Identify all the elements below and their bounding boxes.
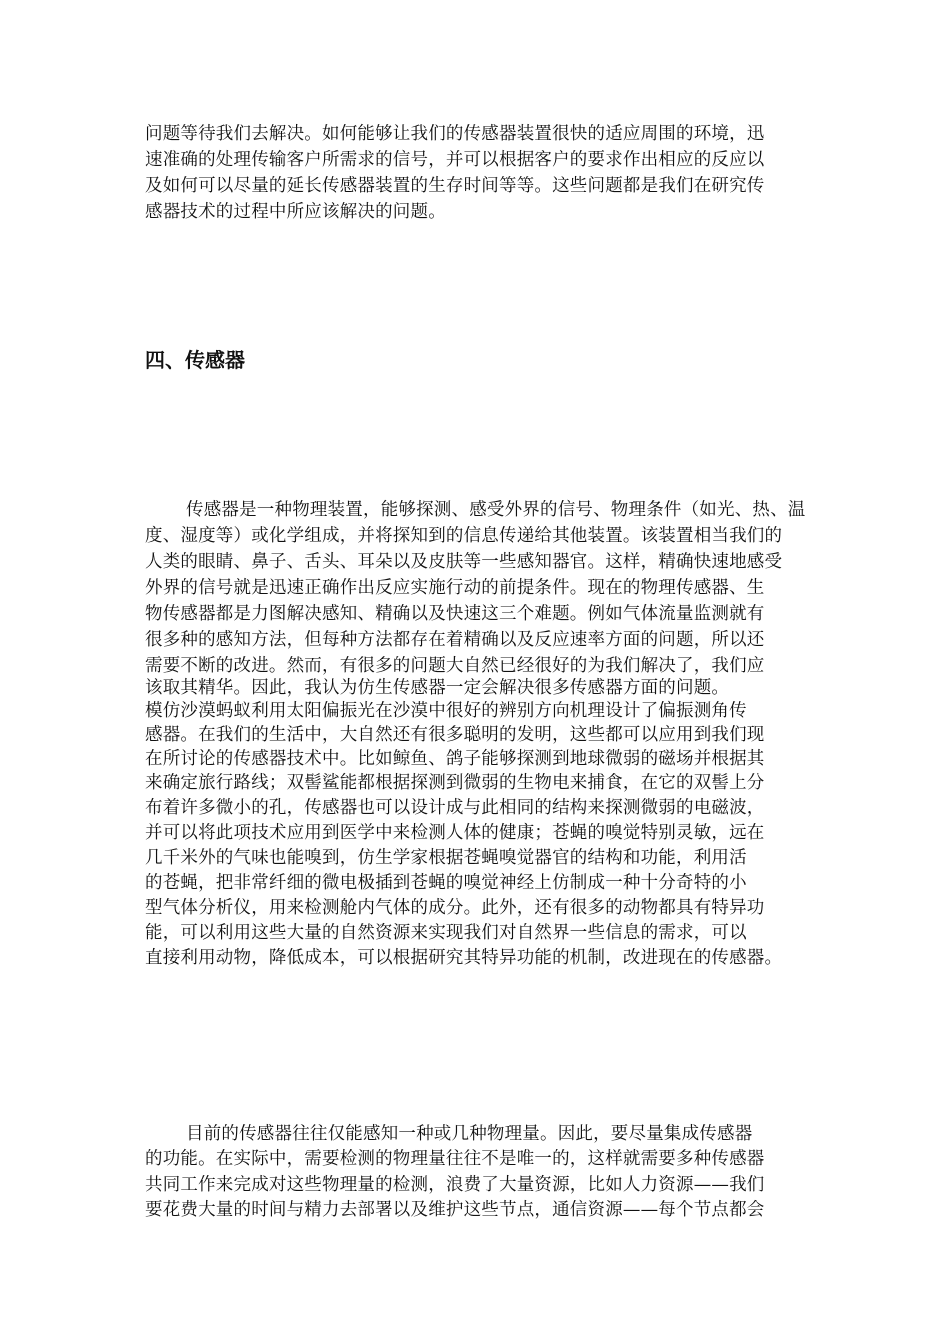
- paragraph-line: 很多种的感知方法，但每种方法都存在着精确以及反应速率方面的问题，所以还: [145, 630, 765, 650]
- paragraph-line: 物传感器都是力图解决感知、精确以及快速这三个难题。例如气体流量监测就有: [145, 604, 765, 624]
- paragraph-line: 速准确的处理传输客户所需求的信号，并可以根据客户的要求作出相应的反应以: [145, 150, 765, 170]
- paragraph-line: 外界的信号就是迅速正确作出反应实施行动的前提条件。现在的物理传感器、生: [145, 578, 765, 598]
- paragraph-line: 要花费大量的时间与精力去部署以及维护这些节点，通信资源——每个节点都会: [145, 1200, 765, 1220]
- paragraph-line: 型气体分析仪，用来检测舱内气体的成分。此外，还有很多的动物都具有特异功: [145, 898, 765, 918]
- paragraph-line: 来确定旅行路线；双髻鲨能都根据探测到微弱的生物电来捕食，在它的双髻上分: [145, 773, 765, 793]
- paragraph-line: 该取其精华。因此，我认为仿生传感器一定会解决很多传感器方面的问题。: [145, 678, 730, 698]
- paragraph-line: 度、湿度等）或化学组成，并将探知到的信息传递给其他装置。该装置相当我们的: [145, 526, 783, 546]
- paragraph-line: 感器。在我们的生活中，大自然还有很多聪明的发明，这些都可以应用到我们现: [145, 725, 765, 745]
- paragraph-line: 的苍蝇，把非常纤细的微电极插到苍蝇的嗅觉神经上仿制成一种十分奇特的小: [145, 873, 747, 893]
- paragraph-line: 传感器是一种物理装置，能够探测、感受外界的信号、物理条件（如光、热、温: [186, 500, 806, 520]
- paragraph-line: 直接利用动物，降低成本，可以根据研究其特异功能的机制，改进现在的传感器。: [145, 948, 783, 968]
- paragraph-line: 在所讨论的传感器技术中。比如鲸鱼、鸽子能够探测到地球微弱的磁场并根据其: [145, 749, 765, 769]
- paragraph-line: 能，可以利用这些大量的自然资源来实现我们对自然界一些信息的需求，可以: [145, 923, 747, 943]
- paragraph-line: 的功能。在实际中，需要检测的物理量往往不是唯一的，这样就需要多种传感器: [145, 1149, 765, 1169]
- section-heading: 四、传感器: [145, 348, 245, 372]
- paragraph-line: 及如何可以尽量的延长传感器装置的生存时间等等。这些问题都是我们在研究传: [145, 176, 765, 196]
- paragraph-line: 模仿沙漠蚂蚁利用太阳偏振光在沙漠中很好的辨别方向机理设计了偏振测角传: [145, 701, 747, 721]
- paragraph-line: 共同工作来完成对这些物理量的检测，浪费了大量资源，比如人力资源——我们: [145, 1175, 765, 1195]
- paragraph-line: 问题等待我们去解决。如何能够让我们的传感器装置很快的适应周围的环境，迅: [145, 124, 765, 144]
- paragraph-line: 人类的眼睛、鼻子、舌头、耳朵以及皮肤等一些感知器官。这样，精确快速地感受: [145, 552, 783, 572]
- paragraph-line: 感器技术的过程中所应该解决的问题。: [145, 202, 446, 222]
- paragraph-line: 几千米外的气味也能嗅到，仿生学家根据苍蝇嗅觉器官的结构和功能，利用活: [145, 848, 747, 868]
- paragraph-line: 目前的传感器往往仅能感知一种或几种物理量。因此，要尽量集成传感器: [186, 1124, 753, 1144]
- paragraph-line: 布着许多微小的孔，传感器也可以设计成与此相同的结构来探测微弱的电磁波，: [145, 798, 765, 818]
- paragraph-line: 需要不断的改进。然而，有很多的问题大自然已经很好的为我们解决了，我们应: [145, 656, 765, 676]
- paragraph-line: 并可以将此项技术应用到医学中来检测人体的健康；苍蝇的嗅觉特别灵敏，远在: [145, 823, 765, 843]
